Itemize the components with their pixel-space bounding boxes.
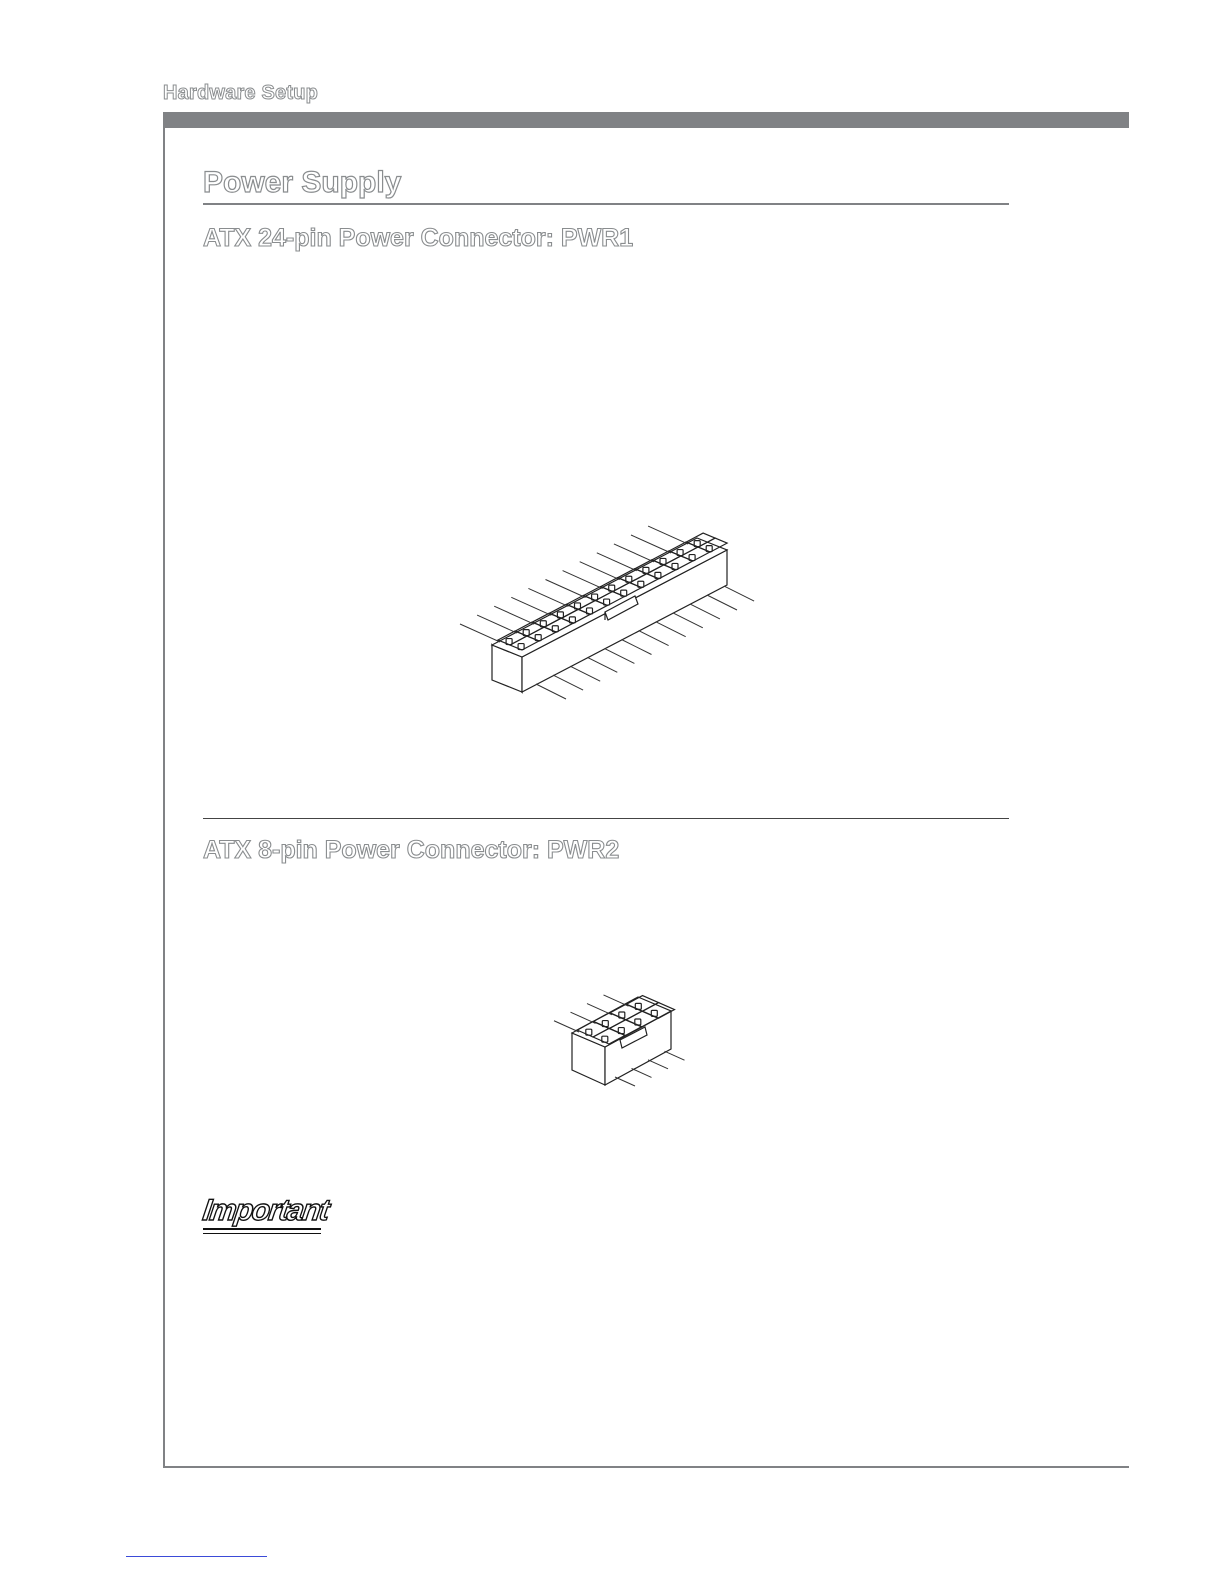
pin-leader-line <box>656 622 686 637</box>
section-divider <box>203 818 1009 819</box>
pin-leader-line <box>597 553 637 571</box>
important-label: Important <box>200 1194 331 1227</box>
section-title: Power Supply <box>203 166 402 199</box>
pwr1-title: ATX 24-pin Power Connector: PWR1 <box>203 224 634 252</box>
pin-leader-line <box>580 562 620 580</box>
pin-leader-line <box>604 648 634 663</box>
pin-leader-line <box>614 544 654 562</box>
pin-leader-line <box>570 666 600 681</box>
pin-leader-line <box>553 675 583 690</box>
running-header: Hardware Setup <box>163 82 319 104</box>
pin-leader-line <box>648 526 688 544</box>
pin-leader-line <box>631 535 671 553</box>
pin-leader-line <box>587 657 617 672</box>
pin-leader-line <box>536 684 566 699</box>
left-margin-rule <box>163 112 165 1468</box>
pwr1-connector-illustration <box>440 500 780 710</box>
pwr2-title: ATX 8-pin Power Connector: PWR2 <box>203 836 620 864</box>
pin-leader-line <box>563 571 603 589</box>
pin-leader-line <box>639 631 669 646</box>
pin-leader-line <box>707 595 737 610</box>
important-underline-thin <box>203 1233 321 1234</box>
pin-leader-line <box>477 615 517 633</box>
pin-leader-line <box>494 606 534 624</box>
footer-rule <box>163 1466 1129 1468</box>
pin-leader-line <box>615 1077 635 1086</box>
pwr2-connector-illustration <box>535 985 705 1095</box>
pin-leader-line <box>648 1060 668 1069</box>
pin-leader-line <box>587 1004 612 1015</box>
important-underline <box>203 1228 321 1230</box>
header-bar <box>163 112 1129 128</box>
pin-leader-line <box>546 580 586 598</box>
pin-leader-line <box>604 995 629 1006</box>
footer-link-underline[interactable] <box>126 1556 267 1557</box>
pin-leader-line <box>622 640 652 655</box>
pin-leader-line <box>511 597 551 615</box>
pin-leader-line <box>665 1051 685 1060</box>
pin-leader-line <box>690 604 720 619</box>
pin-leader-line <box>554 1021 579 1032</box>
pin-leader-line <box>460 624 500 642</box>
pin-leader-line <box>724 586 754 601</box>
pin-leader-line <box>673 613 703 628</box>
pin-leader-line <box>632 1068 652 1077</box>
pin-leader-line <box>528 588 568 606</box>
pin-leader-line <box>571 1012 596 1023</box>
section-title-rule <box>203 203 1009 205</box>
